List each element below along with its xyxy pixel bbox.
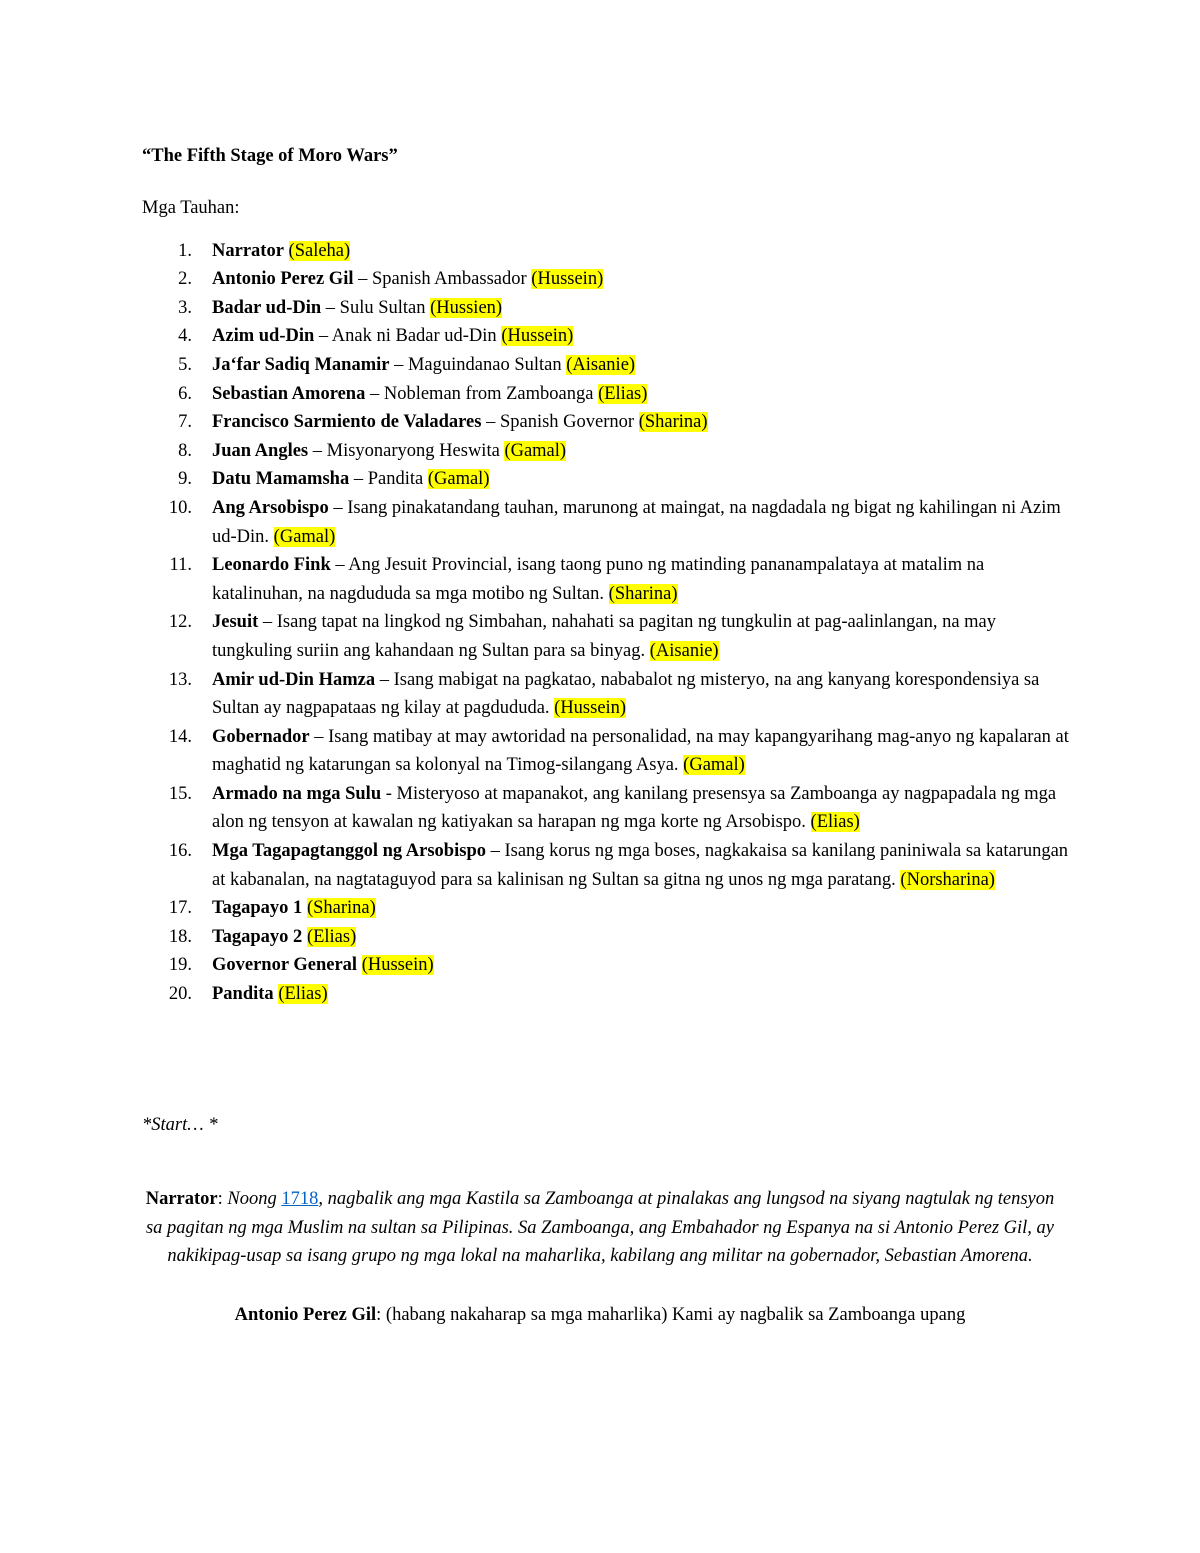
cast-name: Juan Angles <box>212 440 309 461</box>
dialogue-colon: : <box>376 1305 386 1325</box>
dialogue-speaker: Antonio Perez Gil <box>234 1305 377 1325</box>
cast-actor: (Gamal) <box>273 526 336 547</box>
cast-name: Sebastian Amorena <box>212 383 366 404</box>
cast-description: Pandita <box>367 469 428 490</box>
cast-number: 7. <box>178 412 192 433</box>
cast-actor: (Sharina) <box>608 583 678 604</box>
cast-name: Mga Tagapagtanggol ng Arsobispo <box>212 841 486 862</box>
cast-description: Isang mabigat na pagkatao, nababalot ng misteryo, na ang kanyang korespondensiya sa Sultan ay nagpapataas ng kilay at pagdududa. <box>212 669 1040 719</box>
cast-item <box>142 951 1070 980</box>
cast-name: Armado na mga Sulu <box>212 783 382 804</box>
cast-heading: Mga Tauhan: <box>142 198 240 218</box>
cast-item <box>142 265 1070 294</box>
cast-list <box>142 237 1070 1009</box>
cast-number: 17. <box>168 898 192 919</box>
cast-item <box>142 408 1070 437</box>
cast-name: Amir ud-Din Hamza <box>212 669 376 690</box>
narrator-paragraph <box>142 1185 1070 1271</box>
cast-item <box>142 494 1070 551</box>
cast-separator: – <box>389 354 408 375</box>
cast-name: Narrator <box>212 240 284 261</box>
cast-item <box>142 723 1070 780</box>
cast-description: Isang korus ng mga boses, nagkakaisa sa kanilang paniniwala sa katarungan at kabanalan, na nagtataguyod para sa kalinisan ng Sultan sa gitna ng unos ng mga paratang. <box>212 841 1069 890</box>
cast-item <box>142 322 1070 351</box>
cast-number: 2. <box>178 269 192 290</box>
cast-actor: (Hussein) <box>361 955 434 976</box>
dialogue-paragraph <box>142 1301 1070 1330</box>
cast-separator: – <box>485 841 505 862</box>
cast-actor: (Gamal) <box>427 469 490 490</box>
cast-description: Anak ni Badar ud-Din <box>331 326 502 347</box>
cast-name: Jesuit <box>212 612 259 633</box>
cast-actor: (Sharina) <box>306 898 376 919</box>
cast-actor: (Hussein) <box>501 326 574 347</box>
cast-description: Nobleman from Zamboanga <box>383 383 599 404</box>
cast-actor: (Aisanie) <box>649 640 719 661</box>
cast-separator: – <box>258 612 277 633</box>
cast-name: Leonardo Fink <box>212 555 331 576</box>
start-star-open: * <box>142 1114 152 1135</box>
cast-name: Governor General <box>212 955 358 976</box>
cast-actor: (Saleha) <box>288 240 351 261</box>
cast-name: Ja‘far Sadiq Manamir <box>212 354 390 375</box>
start-marker <box>142 1111 1070 1140</box>
cast-actor: (Norsharina) <box>900 869 995 890</box>
cast-item <box>142 780 1070 837</box>
cast-number: 13. <box>168 669 192 690</box>
cast-name: Antonio Perez Gil <box>212 269 354 290</box>
cast-number: 11. <box>169 555 192 576</box>
cast-separator: – <box>353 269 372 290</box>
cast-item <box>142 666 1070 723</box>
cast-number: 8. <box>178 440 192 461</box>
cast-name: Badar ud-Din <box>212 297 322 318</box>
cast-name: Ang Arsobispo <box>212 497 329 518</box>
cast-actor: (Elias) <box>306 926 357 947</box>
cast-number: 16. <box>168 841 192 862</box>
play-title: “The Fifth Stage of Moro Wars” <box>142 146 398 166</box>
cast-name: Tagapayo 1 <box>212 898 303 919</box>
cast-item <box>142 465 1070 494</box>
year-link[interactable]: 1718 <box>281 1189 319 1210</box>
cast-item <box>142 837 1070 894</box>
cast-separator: – <box>328 497 348 518</box>
cast-description: Misteryoso at mapanakot, ang kanilang presensya sa Zamboanga ay nagpapadala ng mga alon ng tensyon at kawalan ng katiyakan sa harapan ng mga korte ng Arsobispo. <box>212 783 1057 833</box>
cast-item <box>142 923 1070 952</box>
narrator-speaker: Narrator <box>145 1189 218 1210</box>
cast-number: 4. <box>178 326 192 347</box>
cast-separator: – <box>321 297 340 318</box>
cast-description: Isang matibay at may awtoridad na personalidad, na may kapangyarihang mag-anyo ng kapalaran at maghatid ng katarungan sa kolonyal na Timog-silangang Asya. <box>212 726 1069 776</box>
cast-number: 12. <box>168 612 192 633</box>
cast-separator: – <box>308 440 327 461</box>
cast-separator: – <box>314 326 332 347</box>
cast-name: Tagapayo 2 <box>212 926 303 947</box>
cast-description: Misyonaryong Heswita <box>326 440 505 461</box>
cast-description: Isang tapat na lingkod ng Simbahan, nahahati sa pagitan ng tungkulin at pag-aalinlangan, na may tungkuling suriin ang kahandaan ng Sultan para sa binyag. <box>212 612 997 661</box>
cast-separator: – <box>330 555 349 576</box>
cast-item <box>142 237 1070 266</box>
cast-item <box>142 294 1070 323</box>
cast-name: Gobernador <box>212 726 310 747</box>
cast-item <box>142 351 1070 380</box>
cast-separator: - <box>381 783 397 804</box>
cast-actor: (Hussein) <box>531 269 604 290</box>
cast-actor: (Hussein) <box>554 698 627 719</box>
cast-separator: – <box>309 726 329 747</box>
narrator-colon: : <box>217 1189 228 1210</box>
cast-description: Isang pinakatandang tauhan, marunong at maingat, na nagdadala ng bigat ng kahilingan ni Azim ud-Din. <box>212 497 1061 547</box>
cast-item <box>142 437 1070 466</box>
cast-separator <box>357 955 362 975</box>
cast-number: 3. <box>178 297 192 318</box>
cast-description: Spanish Ambassador <box>371 269 532 290</box>
cast-name: Pandita <box>212 984 274 1005</box>
cast-description: Sulu Sultan <box>339 297 431 318</box>
cast-number: 20. <box>168 984 192 1005</box>
cast-item <box>142 380 1070 409</box>
cast-number: 14. <box>168 726 192 747</box>
cast-name: Francisco Sarmiento de Valadares <box>212 412 482 433</box>
cast-name: Azim ud-Din <box>212 326 315 347</box>
cast-number: 19. <box>168 955 192 976</box>
cast-number: 6. <box>178 383 192 404</box>
cast-item <box>142 608 1070 665</box>
dialogue-text: (habang nakaharap sa mga maharlika) Kami ay nagbalik sa Zamboanga upang <box>385 1305 966 1325</box>
cast-item <box>142 894 1070 923</box>
cast-number: 18. <box>168 926 192 947</box>
narrator-text-post: , nagbalik ang mga Kastila sa Zamboanga at pinalakas ang lungsod na siyang nagtulak ng tensyon sa pagitan ng mga Muslim na sultan sa Pilipinas. Sa Zamboanga, ang Embahador ng Espanya na si Antonio Perez Gil, ay nakikipag-usap sa isang grupo ng mga lokal na maharlika, kabilang ang militar na gobernador, Sebastian Amorena. <box>145 1189 1055 1267</box>
cast-separator: – <box>365 383 384 404</box>
cast-actor: (Gamal) <box>683 755 745 776</box>
narrator-text-pre: Noong <box>227 1189 282 1210</box>
cast-actor: (Hussien) <box>430 297 503 318</box>
cast-separator: – <box>375 669 394 690</box>
cast-number: 5. <box>178 354 192 375</box>
cast-separator: – <box>349 469 368 490</box>
cast-number: 9. <box>178 469 192 490</box>
cast-separator <box>284 241 289 261</box>
cast-name: Datu Mamamsha <box>212 469 350 490</box>
cast-actor: (Elias) <box>598 383 648 404</box>
cast-description: Maguindanao Sultan <box>407 354 567 375</box>
cast-item <box>142 551 1070 608</box>
cast-actor: (Elias) <box>278 984 328 1005</box>
cast-description: Spanish Governor <box>499 412 639 433</box>
cast-number: 1. <box>178 240 192 261</box>
cast-number: 10. <box>168 497 192 518</box>
cast-actor: (Aisanie) <box>566 354 636 375</box>
cast-actor: (Sharina) <box>638 412 708 433</box>
cast-description: Ang Jesuit Provincial, isang taong puno ng matinding pananampalataya at matalim na katalinuhan, na nagdududa sa mga motibo ng Sultan. <box>212 555 985 604</box>
cast-item <box>142 980 1070 1009</box>
start-text: Start… <box>151 1114 209 1135</box>
cast-separator: – <box>481 412 500 433</box>
start-star-close: * <box>208 1114 218 1135</box>
cast-actor: (Gamal) <box>504 440 567 461</box>
cast-number: 15. <box>168 783 192 804</box>
cast-actor: (Elias) <box>810 812 860 833</box>
